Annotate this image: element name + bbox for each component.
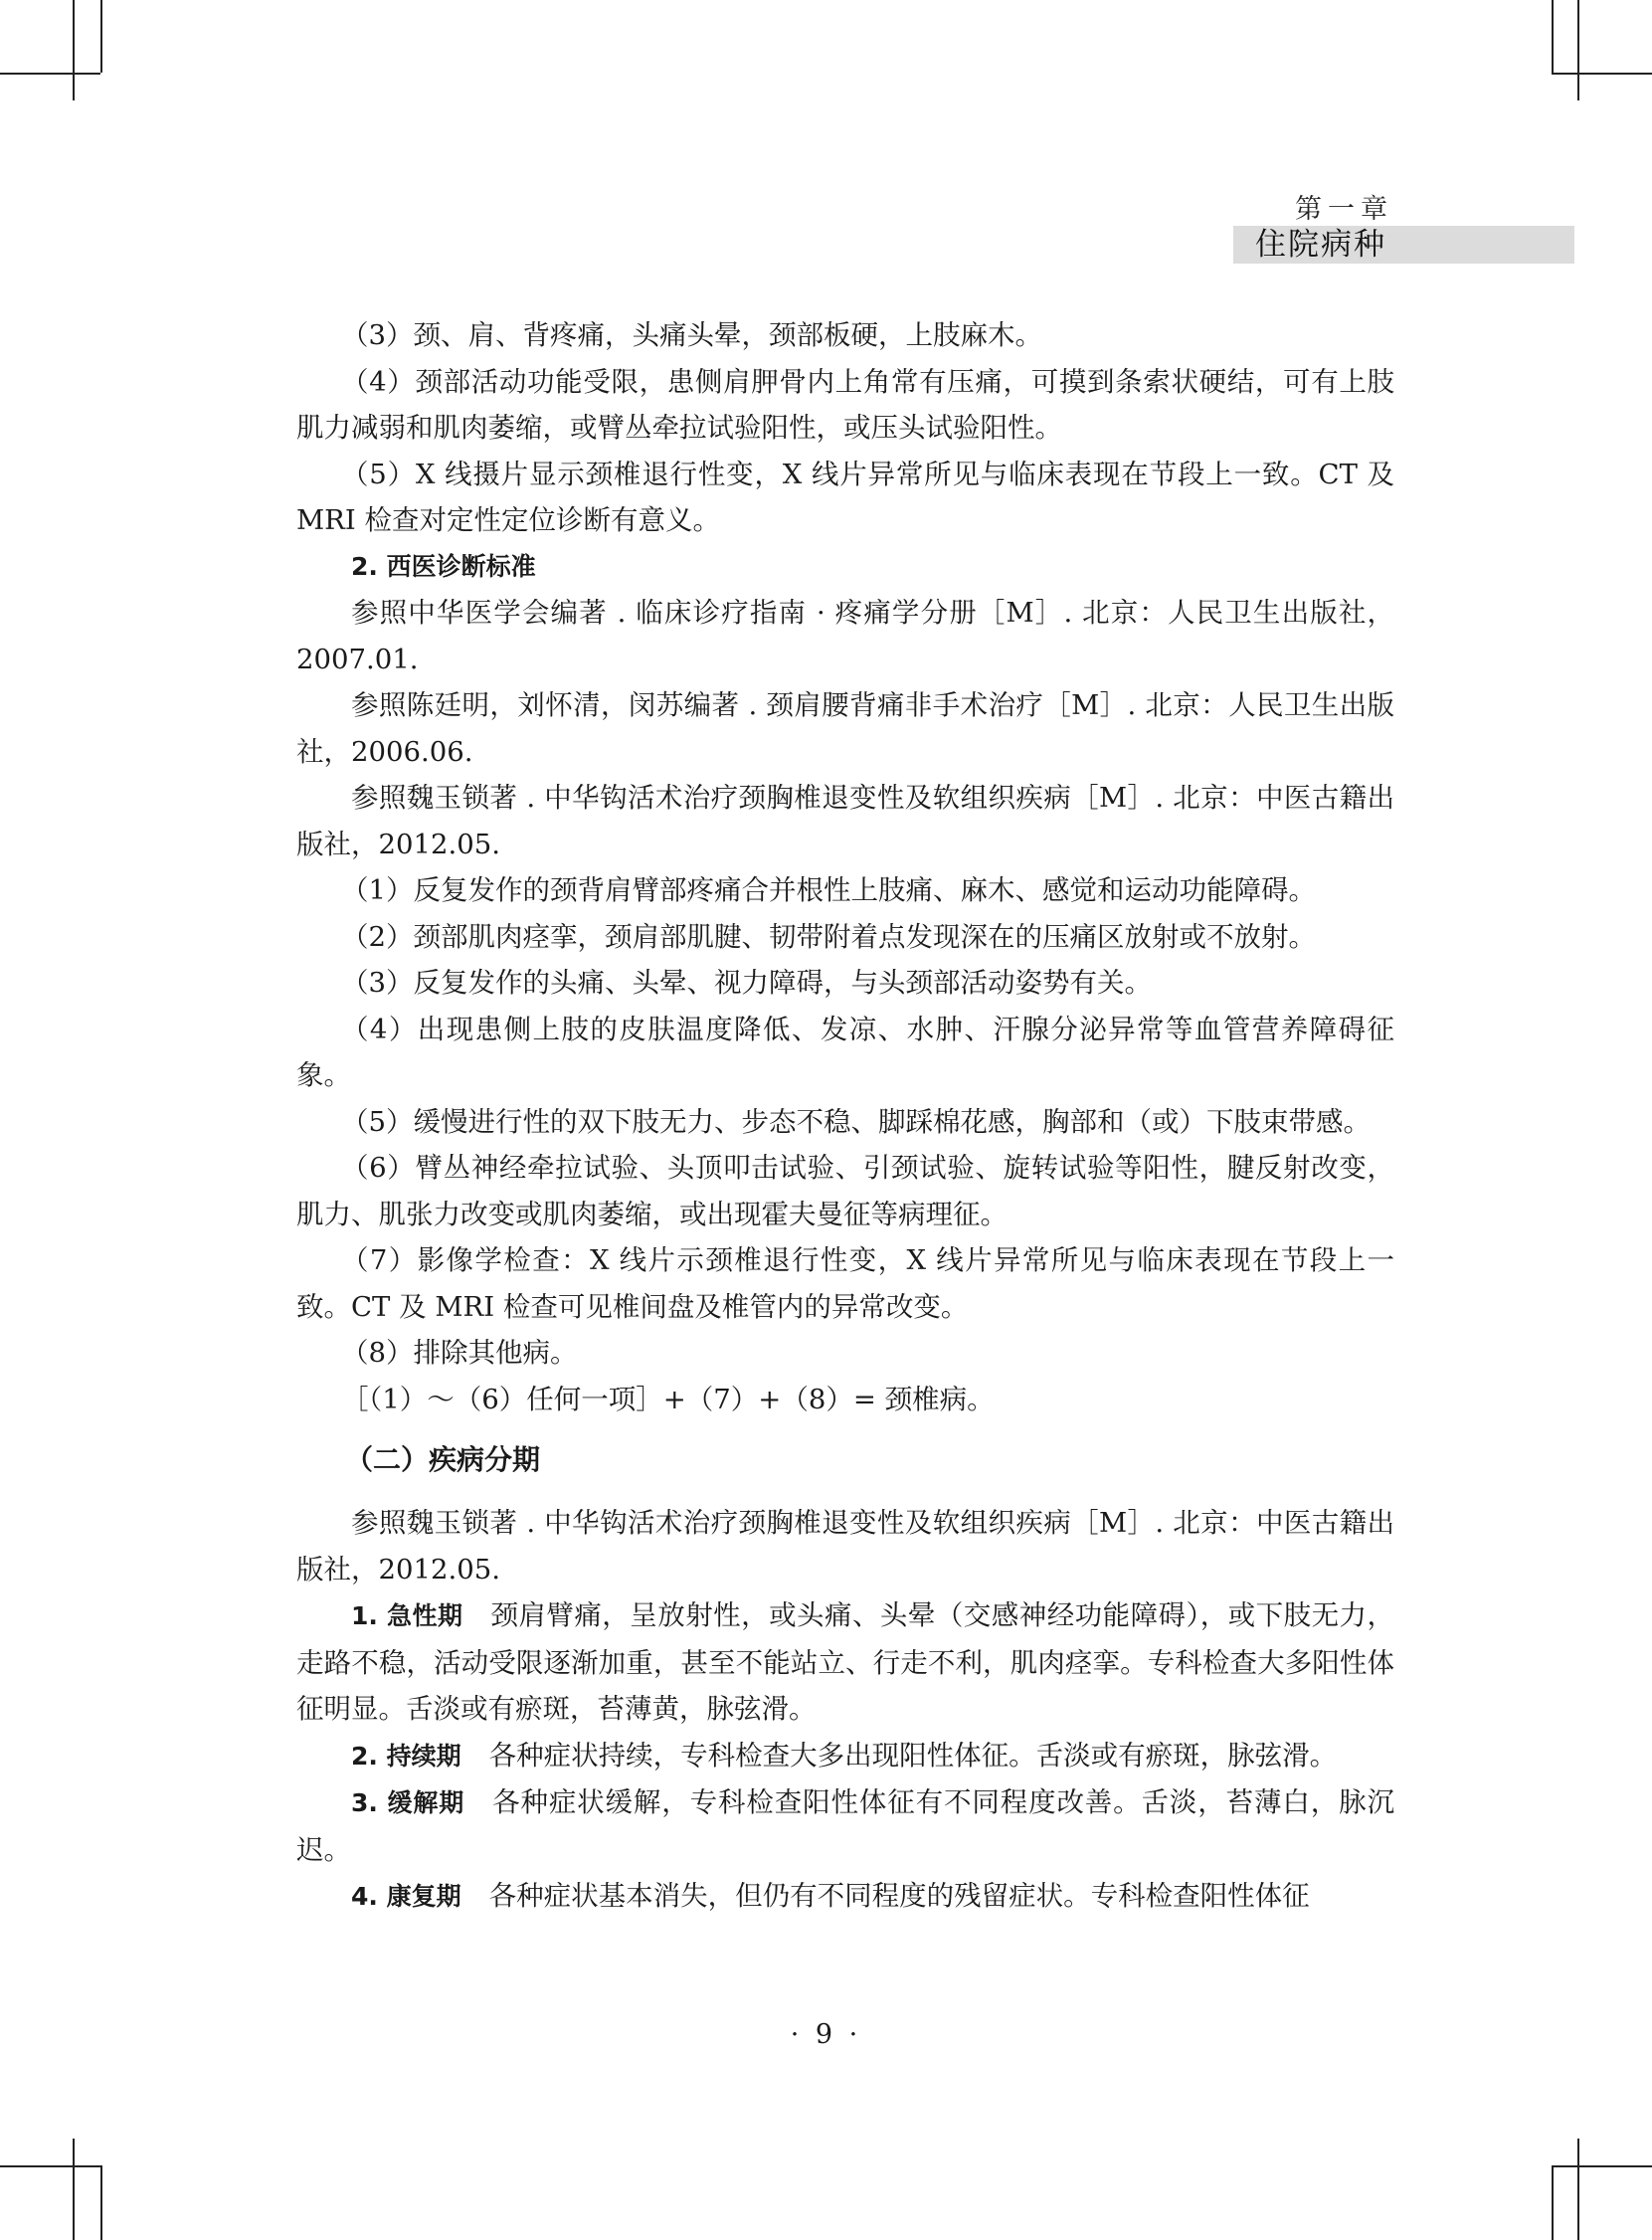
crop-mark-tr-v	[1552, 0, 1554, 73]
crop-mark-br-inner-v	[1577, 2139, 1579, 2240]
criterion: （8）排除其他病。	[341, 1337, 578, 1369]
criterion: （2）颈部肌肉痉挛，颈肩部肌腱、韧带附着点发现深在的压痛区放射或不放射。	[341, 920, 1316, 953]
section-heading: 2. 西医诊断标准	[351, 551, 536, 581]
chapter-label: 第一章	[1295, 194, 1393, 225]
paragraph: （3）颈、肩、背疼痛，头痛头晕，颈部板硬，上肢麻木。	[341, 319, 1042, 351]
crop-mark-tl-h	[0, 73, 100, 75]
reference: 参照魏玉锁著 . 中华钩活术治疗颈胸椎退变性及软组织疾病［M］. 北京：中医古籍出版社，2012.05.	[296, 782, 1394, 860]
criterion: （6）臂丛神经牵拉试验、头顶叩击试验、引颈试验、旋转试验等阳性，腱反射改变，肌力、肌张力改变或肌肉萎缩，或出现霍夫曼征等病理征。	[296, 1152, 1394, 1230]
crop-mark-bl-h	[0, 2165, 100, 2167]
page-number: · 9 ·	[790, 2019, 862, 2050]
reference: 参照魏玉锁著 . 中华钩活术治疗颈胸椎退变性及软组织疾病［M］. 北京：中医古籍出版社，2012.05.	[296, 1507, 1394, 1586]
criterion: （3）反复发作的头痛、头晕、视力障碍，与头颈部活动姿势有关。	[341, 967, 1152, 999]
crop-mark-br-v	[1552, 2165, 1554, 2240]
stage-term: 1. 急性期	[351, 1601, 463, 1630]
crop-mark-tl-v	[100, 0, 102, 73]
paragraph: （5）X 线摄片显示颈椎退行性变，X 线片异常所见与临床表现在节段上一致。CT 及 MRI 检查对定性定位诊断有意义。	[296, 458, 1394, 536]
criterion: （4）出现患侧上肢的皮肤温度降低、发凉、水肿、汗腺分泌异常等血管营养障碍征象。	[296, 1013, 1394, 1091]
crop-mark-tr-h	[1552, 73, 1652, 75]
stage-text: 各种症状缓解，专科检查阳性体征有不同程度改善。舌淡，苔薄白，脉沉迟。	[296, 1786, 1394, 1866]
criterion: （7）影像学检查：X 线片示颈椎退行性变，X 线片异常所见与临床表现在节段上一致。CT 及 MRI 检查可见椎间盘及椎管内的异常改变。	[296, 1244, 1394, 1323]
paragraph: （4）颈部活动功能受限，患侧肩胛骨内上角常有压痛，可摸到条索状硬结，可有上肢肌力减弱和肌肉萎缩，或臂丛牵拉试验阳性，或压头试验阳性。	[296, 365, 1394, 444]
stage-item	[296, 1592, 1394, 1733]
diagnosis-formula: ［（1）～（6）任何一项］+（7）+（8）= 颈椎病。	[341, 1383, 995, 1415]
stage-text: 颈肩臂痛，呈放射性，或头痛、头晕（交感神经功能障碍），或下肢无力，走路不稳，活动受限逐渐加重，甚至不能站立、行走不利，肌肉痉挛。专科检查大多阳性体征明显。舌淡或有瘀斑，苔薄黄，脉弦滑。	[296, 1599, 1394, 1725]
crop-mark-bl-inner-v	[73, 2139, 75, 2240]
crop-mark-tl-inner-v	[73, 0, 75, 100]
reference: 参照中华医学会编著 . 临床诊疗指南 · 疼痛学分册［M］. 北京：人民卫生出版社，2007.01.	[296, 597, 1394, 675]
crop-mark-bl-v	[100, 2165, 102, 2240]
stage-term: 2. 持续期	[351, 1741, 461, 1771]
criterion: （1）反复发作的颈背肩臂部疼痛合并根性上肢痛、麻木、感觉和运动功能障碍。	[341, 874, 1316, 906]
subsection-heading: （二）疾病分期	[345, 1443, 541, 1476]
stage-text: 各种症状持续，专科检查大多出现阳性体征。舌淡或有瘀斑，脉弦滑。	[488, 1739, 1338, 1772]
stage-text: 各种症状基本消失，但仍有不同程度的残留症状。专科检查阳性体征	[488, 1880, 1310, 1912]
stage-item	[296, 1779, 1394, 1873]
reference: 参照陈廷明，刘怀清，闵苏编著 . 颈肩腰背痛非手术治疗［M］. 北京：人民卫生出版社，2006.06.	[296, 689, 1394, 768]
criterion: （5）缓慢进行性的双下肢无力、步态不稳、脚踩棉花感，胸部和（或）下肢束带感。	[341, 1105, 1371, 1138]
page-body	[296, 312, 1394, 1921]
crop-mark-tr-inner-v	[1577, 0, 1579, 100]
stage-term: 4. 康复期	[351, 1882, 461, 1911]
section-title: 住院病种	[1255, 227, 1386, 263]
stage-item	[296, 1873, 1394, 1921]
stage-term: 3. 缓解期	[351, 1788, 465, 1817]
crop-mark-br-h	[1552, 2165, 1652, 2167]
stage-item	[296, 1733, 1394, 1780]
